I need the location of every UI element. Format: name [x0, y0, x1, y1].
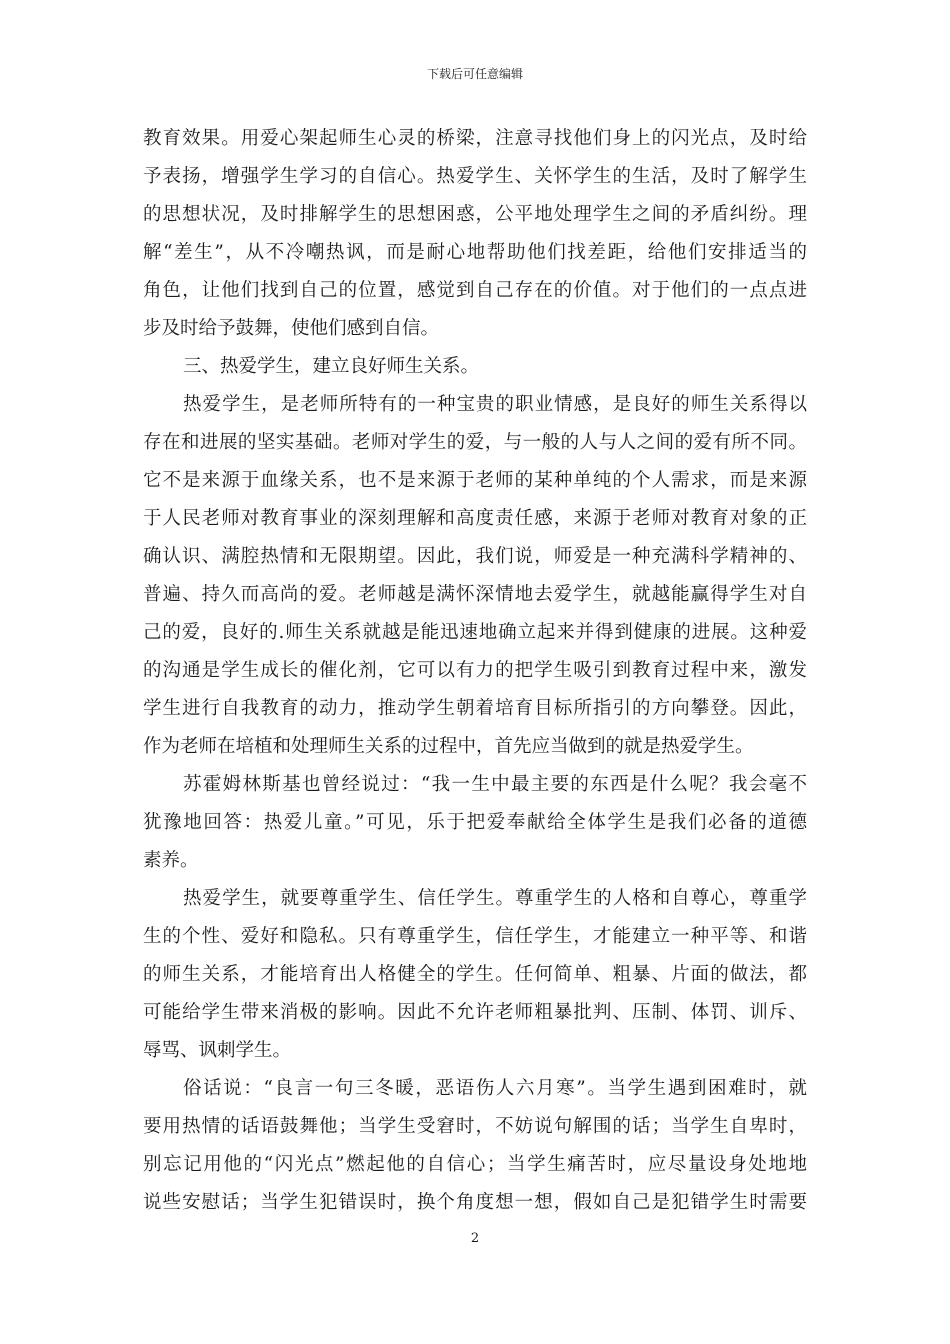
- text-line: 俗话说：“良言一句三冬暖，恶语伤人六月寒”。当学生遇到困难时，就: [183, 1078, 807, 1099]
- page-number: 2: [470, 1231, 480, 1246]
- text-line: 苏霍姆林斯基也曾经说过：“我一生中最主要的东西是什么呢？我会毫不: [183, 774, 807, 795]
- text-line: 别忘记用他的“闪光点”燃起他的自信心；当学生痛苦时，应尽量设身处地地: [143, 1154, 807, 1175]
- text-line: 生的个性、爱好和隐私。只有尊重学生，信任学生，才能建立一种平等、和谐: [143, 926, 807, 947]
- text-line: 的沟通是学生成长的催化剂，它可以有力的把学生吸引到教育过程中来，激发: [143, 660, 807, 681]
- text-line: 热爱学生，就要尊重学生、信任学生。尊重学生的人格和自尊心，尊重学: [183, 888, 807, 909]
- text-line: 的师生关系，才能培育出人格健全的学生。任何简单、粗暴、片面的做法，都: [143, 964, 807, 985]
- text-line: 要用热情的话语鼓舞他；当学生受窘时，不妨说句解围的话；当学生自卑时，: [143, 1116, 807, 1137]
- text-line: 存在和进展的坚实基础。老师对学生的爱，与一般的人与人之间的爱有所不同。: [143, 432, 807, 453]
- text-line: 学生进行自我教育的动力，推动学生朝着培育目标所指引的方向攀登。因此，: [143, 698, 807, 719]
- text-line: 可能给学生带来消极的影响。因此不允许老师粗暴批判、压制、体罚、训斥、: [143, 1002, 807, 1023]
- text-line: 作为老师在培植和处理师生关系的过程中，首先应当做到的就是热爱学生。: [143, 736, 754, 757]
- text-line: 予表扬，增强学生学习的自信心。热爱学生、关怀学生的生活，及时了解学生: [143, 166, 807, 187]
- text-line: 角色，让他们找到自己的位置，感觉到自己存在的价值。对于他们的一点点进: [143, 280, 807, 301]
- text-line: 的思想状况，及时排解学生的思想困惑，公平地处理学生之间的矛盾纠纷。理: [143, 204, 807, 225]
- text-line: 它不是来源于血缘关系，也不是来源于老师的某种单纯的个人需求，而是来源: [143, 470, 807, 491]
- text-line: 教育效果。用爱心架起师生心灵的桥梁，注意寻找他们身上的闪光点，及时给: [143, 128, 807, 149]
- text-line: 步及时给予鼓舞，使他们感到自信。: [143, 318, 440, 339]
- text-line: 解“差生”，从不冷嘲热讽，而是耐心地帮助他们找差距，给他们安排适当的: [143, 242, 807, 263]
- document-body: [143, 120, 807, 1222]
- text-line: 素养。: [143, 850, 199, 871]
- text-line: 普遍、持久而高尚的爱。老师越是满怀深情地去爱学生，就越能赢得学生对自: [143, 584, 807, 605]
- text-line: 于人民老师对教育事业的深刻理解和高度责任感，来源于老师对教育对象的正: [143, 508, 807, 529]
- text-line: 说些安慰话；当学生犯错误时，换个角度想一想，假如自己是犯错学生时需要: [143, 1192, 807, 1213]
- text-line: 己的爱，良好的.师生关系就越是能迅速地确立起来并得到健康的进展。这种爱: [143, 622, 807, 643]
- page-header: 下载后可任意编辑: [426, 67, 523, 81]
- text-line: 确认识、满腔热情和无限期望。因此，我们说，师爱是一种充满科学精神的、: [143, 546, 807, 567]
- text-line: 辱骂、讽刺学生。: [143, 1040, 292, 1061]
- text-line: 犹豫地回答：热爱儿童。”可见，乐于把爱奉献给全体学生是我们必备的道德: [143, 812, 807, 833]
- text-line: 三、热爱学生，建立良好师生关系。: [183, 356, 480, 377]
- text-line: 热爱学生，是老师所特有的一种宝贵的职业情感，是良好的师生关系得以: [183, 394, 807, 415]
